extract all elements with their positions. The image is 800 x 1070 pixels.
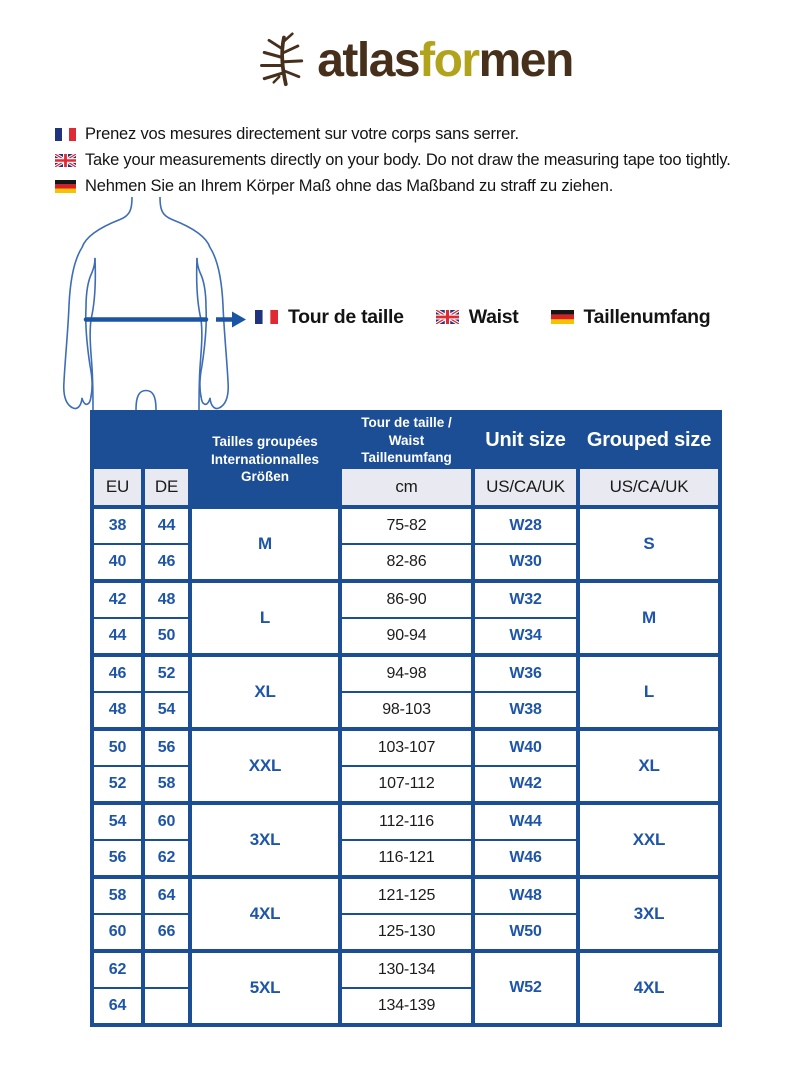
waist-cm-cell: 103-107 — [340, 729, 473, 766]
waist-arrow-icon — [216, 312, 246, 328]
measure-label-text: Tour de taille — [288, 305, 404, 328]
header-waist-title: Tour de taille / Waist Taillenumfang — [340, 412, 473, 468]
uk-flag-icon — [55, 154, 76, 167]
instruction-line — [55, 147, 731, 173]
header-unit-size: Unit size — [473, 412, 578, 468]
eu-size-cell: 54 — [92, 803, 143, 840]
header-grouped-size: Grouped size — [578, 412, 720, 468]
size-row — [92, 581, 720, 618]
grouped-size-cell: L — [578, 655, 720, 729]
grouped-size-cell: 4XL — [578, 951, 720, 1025]
instruction-line — [55, 121, 731, 147]
instructions — [55, 121, 731, 199]
de-size-cell: 48 — [143, 581, 190, 618]
waist-cm-cell: 125-130 — [340, 914, 473, 951]
instruction-text: Nehmen Sie an Ihrem Körper Maß ohne das Maßband zu straff zu ziehen. — [85, 176, 614, 195]
subheader-grouped-region: US/CA/UK — [578, 468, 720, 507]
logo-men: men — [478, 34, 573, 87]
eu-size-cell: 58 — [92, 877, 143, 914]
subheader-eu: EU — [92, 468, 143, 507]
eu-size-cell: 52 — [92, 766, 143, 803]
measure-label — [551, 306, 711, 329]
de-size-cell: 44 — [143, 507, 190, 544]
france-flag-icon — [55, 128, 76, 141]
grouped-size-cell: XL — [578, 729, 720, 803]
waist-cm-cell: 82-86 — [340, 544, 473, 581]
grouped-size-cell: 3XL — [578, 877, 720, 951]
measure-label-text: Taillenumfang — [583, 305, 711, 328]
eu-size-cell: 46 — [92, 655, 143, 692]
brand-logo — [14, 34, 800, 88]
unit-size-cell: W32 — [473, 581, 578, 618]
de-size-cell — [143, 951, 190, 988]
eu-size-cell: 62 — [92, 951, 143, 988]
de-size-cell: 52 — [143, 655, 190, 692]
body-diagram — [56, 197, 248, 413]
unit-size-cell: W52 — [473, 951, 578, 1025]
unit-size-cell: W44 — [473, 803, 578, 840]
grouped-size-cell: S — [578, 507, 720, 581]
waist-cm-cell: 112-116 — [340, 803, 473, 840]
unit-size-cell: W30 — [473, 544, 578, 581]
unit-size-cell: W42 — [473, 766, 578, 803]
eu-size-cell: 48 — [92, 692, 143, 729]
subheader-cm: cm — [340, 468, 473, 507]
torso-outline — [64, 198, 228, 410]
de-size-cell: 58 — [143, 766, 190, 803]
eu-size-cell: 40 — [92, 544, 143, 581]
unit-size-cell: W46 — [473, 840, 578, 877]
measure-label — [436, 306, 519, 329]
logo-atlas: atlas — [317, 34, 420, 87]
international-size-cell: 3XL — [190, 803, 340, 877]
size-table — [90, 410, 722, 1027]
international-size-cell: M — [190, 507, 340, 581]
de-size-cell: 50 — [143, 618, 190, 655]
de-size-cell: 56 — [143, 729, 190, 766]
uk-flag-icon — [436, 310, 459, 324]
international-size-cell: XXL — [190, 729, 340, 803]
de-size-cell: 54 — [143, 692, 190, 729]
de-size-cell: 46 — [143, 544, 190, 581]
eu-size-cell: 60 — [92, 914, 143, 951]
size-row — [92, 729, 720, 766]
de-size-cell: 60 — [143, 803, 190, 840]
subheader-de: DE — [143, 468, 190, 507]
international-size-cell: L — [190, 581, 340, 655]
measure-labels — [255, 303, 710, 331]
international-size-cell: 4XL — [190, 877, 340, 951]
france-flag-icon — [255, 310, 278, 324]
de-size-cell: 66 — [143, 914, 190, 951]
germany-flag-icon — [55, 180, 76, 193]
header-blank-de — [143, 412, 190, 468]
measure-label-text: Waist — [468, 305, 519, 328]
size-row — [92, 803, 720, 840]
instruction-text: Take your measurements directly on your body. Do not draw the measuring tape too tightly. — [85, 150, 731, 169]
international-size-cell: XL — [190, 655, 340, 729]
eu-size-cell: 38 — [92, 507, 143, 544]
waist-cm-cell: 86-90 — [340, 581, 473, 618]
unit-size-cell: W48 — [473, 877, 578, 914]
logo-for: for — [419, 34, 479, 87]
subheader-unit-region: US/CA/UK — [473, 468, 578, 507]
unit-size-cell: W36 — [473, 655, 578, 692]
instruction-line — [55, 173, 731, 199]
eu-size-cell: 64 — [92, 988, 143, 1025]
waist-cm-cell: 121-125 — [340, 877, 473, 914]
size-row — [92, 877, 720, 914]
unit-size-cell: W40 — [473, 729, 578, 766]
size-table-body — [92, 507, 720, 1025]
waist-cm-cell: 94-98 — [340, 655, 473, 692]
size-row — [92, 951, 720, 988]
size-table-header — [92, 412, 720, 507]
brand-logo-text — [317, 34, 573, 87]
waist-cm-cell: 116-121 — [340, 840, 473, 877]
measure-label — [255, 306, 404, 329]
international-size-cell: 5XL — [190, 951, 340, 1025]
unit-size-cell: W50 — [473, 914, 578, 951]
waist-cm-cell: 98-103 — [340, 692, 473, 729]
eu-size-cell: 56 — [92, 840, 143, 877]
de-size-cell: 62 — [143, 840, 190, 877]
header-international-sizes: Tailles groupées Internationnalles Größen — [190, 412, 340, 507]
grouped-size-cell: M — [578, 581, 720, 655]
de-size-cell — [143, 988, 190, 1025]
waist-cm-cell: 107-112 — [340, 766, 473, 803]
pine-sprig-icon — [255, 30, 311, 88]
grouped-size-cell: XXL — [578, 803, 720, 877]
header-blank-eu — [92, 412, 143, 468]
waist-cm-cell: 90-94 — [340, 618, 473, 655]
eu-size-cell: 44 — [92, 618, 143, 655]
unit-size-cell: W28 — [473, 507, 578, 544]
waist-cm-cell: 130-134 — [340, 951, 473, 988]
unit-size-cell: W38 — [473, 692, 578, 729]
waist-cm-cell: 75-82 — [340, 507, 473, 544]
size-row — [92, 655, 720, 692]
instruction-text: Prenez vos mesures directement sur votre corps sans serrer. — [85, 124, 519, 143]
de-size-cell: 64 — [143, 877, 190, 914]
eu-size-cell: 50 — [92, 729, 143, 766]
waist-cm-cell: 134-139 — [340, 988, 473, 1025]
unit-size-cell: W34 — [473, 618, 578, 655]
size-row — [92, 507, 720, 544]
eu-size-cell: 42 — [92, 581, 143, 618]
germany-flag-icon — [551, 310, 574, 324]
